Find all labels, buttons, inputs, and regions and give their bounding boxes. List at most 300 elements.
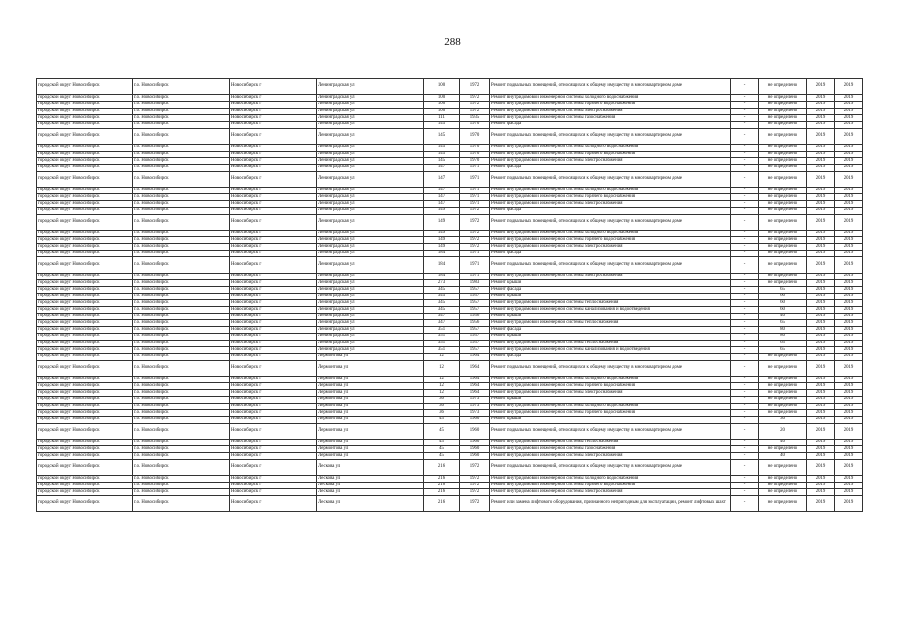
year-built-cell: 1970: [460, 158, 490, 165]
house-number-cell: 149: [424, 214, 460, 230]
settlement-type-cell: г.о. Новосибирск: [133, 347, 230, 354]
year-from-cell: 2019: [807, 194, 835, 201]
year-to-cell: 2019: [835, 273, 863, 280]
table-row: [37, 353, 863, 360]
district-cell: городской округ Новосибирск: [37, 201, 133, 208]
year-to-cell: 2019: [835, 396, 863, 403]
cost-cell: 65: [759, 340, 807, 347]
house-number-cell: 216: [424, 489, 460, 496]
year-built-cell: 1972: [460, 230, 490, 237]
year-built-cell: 1973: [460, 396, 490, 403]
street-cell: Лермонтова ул: [317, 453, 424, 460]
street-cell: Лескова ул: [317, 476, 424, 483]
year-built-cell: 1957: [460, 340, 490, 347]
street-cell: Лескова ул: [317, 489, 424, 496]
dash-cell: -: [731, 383, 759, 390]
year-to-cell: 2019: [835, 327, 863, 334]
settlement-type-cell: г.о. Новосибирск: [133, 164, 230, 171]
work-type-cell: Ремонт внутридомовой инженерной системы электроснабжения: [490, 158, 731, 165]
settlement-cell: Новосибирск г: [230, 496, 317, 512]
cost-cell: не определено: [759, 396, 807, 403]
work-type-cell: Ремонт фасада: [490, 164, 731, 171]
house-number-cell: 36: [424, 403, 460, 410]
year-from-cell: 2019: [807, 313, 835, 320]
year-to-cell: 2019: [835, 230, 863, 237]
year-to-cell: 2019: [835, 144, 863, 151]
house-number-cell: 100: [424, 79, 460, 95]
year-to-cell: 2019: [835, 416, 863, 423]
cost-cell: 40: [759, 313, 807, 320]
dash-cell: -: [731, 340, 759, 347]
year-from-cell: 2019: [807, 201, 835, 208]
cost-cell: не определено: [759, 459, 807, 475]
settlement-type-cell: г.о. Новосибирск: [133, 237, 230, 244]
year-to-cell: 2019: [835, 151, 863, 158]
year-built-cell: 1970: [460, 144, 490, 151]
table-row: [37, 115, 863, 122]
table-row: [37, 340, 863, 347]
street-cell: Ленинградская ул: [317, 214, 424, 230]
settlement-type-cell: г.о. Новосибирск: [133, 307, 230, 314]
year-from-cell: 2019: [807, 390, 835, 397]
year-built-cell: 1960: [460, 446, 490, 453]
settlement-cell: Новосибирск г: [230, 403, 317, 410]
work-type-cell: Ремонт внутридомовой инженерной системы холодного водоснабжения: [490, 230, 731, 237]
house-number-cell: 145: [424, 144, 460, 151]
dash-cell: -: [731, 403, 759, 410]
district-cell: городской округ Новосибирск: [37, 340, 133, 347]
year-from-cell: 2019: [807, 101, 835, 108]
district-cell: городской округ Новосибирск: [37, 439, 133, 446]
street-cell: Ленинградская ул: [317, 280, 424, 287]
work-type-cell: Ремонт внутридомовой инженерной системы электроснабжения: [490, 273, 731, 280]
year-built-cell: 1972: [460, 108, 490, 115]
house-number-cell: 351: [424, 327, 460, 334]
year-built-cell: 1971: [460, 194, 490, 201]
settlement-cell: Новосибирск г: [230, 79, 317, 95]
district-cell: городской округ Новосибирск: [37, 410, 133, 417]
house-number-cell: 147: [424, 171, 460, 187]
table-body: [37, 79, 863, 512]
work-type-cell: Ремонт внутридомовой инженерной системы теплоснабжения: [490, 340, 731, 347]
year-from-cell: 2019: [807, 320, 835, 327]
work-type-cell: Ремонт или замена лифтового оборудования, признанного непригодным для эксплуатации, ремонт лифтовых шахт: [490, 496, 731, 512]
dash-cell: -: [731, 327, 759, 334]
dash-cell: -: [731, 201, 759, 208]
year-to-cell: 2019: [835, 446, 863, 453]
table-row: [37, 214, 863, 230]
district-cell: городской округ Новосибирск: [37, 489, 133, 496]
cost-cell: не определено: [759, 187, 807, 194]
cost-cell: не определено: [759, 79, 807, 95]
cost-cell: не определено: [759, 446, 807, 453]
settlement-type-cell: г.о. Новосибирск: [133, 128, 230, 144]
work-type-cell: Ремонт фасада: [490, 121, 731, 128]
street-cell: Ленинградская ул: [317, 164, 424, 171]
year-built-cell: 1971: [460, 257, 490, 273]
year-built-cell: 1960: [460, 453, 490, 460]
district-cell: городской округ Новосибирск: [37, 327, 133, 334]
street-cell: Лескова ул: [317, 482, 424, 489]
settlement-type-cell: г.о. Новосибирск: [133, 390, 230, 397]
street-cell: Ленинградская ул: [317, 347, 424, 354]
table-row: [37, 439, 863, 446]
settlement-type-cell: г.о. Новосибирск: [133, 459, 230, 475]
cost-cell: не определено: [759, 214, 807, 230]
district-cell: городской округ Новосибирск: [37, 257, 133, 273]
house-number-cell: 147: [424, 201, 460, 208]
year-built-cell: 1957: [460, 287, 490, 294]
settlement-cell: Новосибирск г: [230, 171, 317, 187]
settlement-cell: Новосибирск г: [230, 416, 317, 423]
street-cell: Ленинградская ул: [317, 244, 424, 251]
dash-cell: -: [731, 194, 759, 201]
table-row: [37, 416, 863, 423]
dash-cell: -: [731, 439, 759, 446]
settlement-cell: Новосибирск г: [230, 383, 317, 390]
house-number-cell: 45: [424, 439, 460, 446]
year-from-cell: 2019: [807, 376, 835, 383]
year-from-cell: 2019: [807, 287, 835, 294]
street-cell: Лескова ул: [317, 496, 424, 512]
cost-cell: 65: [759, 287, 807, 294]
work-type-cell: Ремонт внутридомовой инженерной системы газоснабжения: [490, 446, 731, 453]
district-cell: городской округ Новосибирск: [37, 390, 133, 397]
year-from-cell: 2019: [807, 327, 835, 334]
dash-cell: -: [731, 390, 759, 397]
dash-cell: -: [731, 115, 759, 122]
table-row: [37, 383, 863, 390]
house-number-cell: 145: [424, 158, 460, 165]
year-from-cell: 2019: [807, 489, 835, 496]
year-to-cell: 2019: [835, 360, 863, 376]
district-cell: городской округ Новосибирск: [37, 237, 133, 244]
dash-cell: -: [731, 287, 759, 294]
year-from-cell: 2019: [807, 257, 835, 273]
table-row: [37, 300, 863, 307]
year-to-cell: 2019: [835, 237, 863, 244]
settlement-cell: Новосибирск г: [230, 327, 317, 334]
street-cell: Ленинградская ул: [317, 128, 424, 144]
district-cell: городской округ Новосибирск: [37, 273, 133, 280]
street-cell: Ленинградская ул: [317, 201, 424, 208]
year-from-cell: 2019: [807, 496, 835, 512]
settlement-cell: Новосибирск г: [230, 423, 317, 439]
cost-cell: не определено: [759, 476, 807, 483]
work-type-cell: Ремонт крыши: [490, 416, 731, 423]
dash-cell: -: [731, 353, 759, 360]
year-built-cell: 1960: [460, 423, 490, 439]
year-to-cell: 2019: [835, 439, 863, 446]
district-cell: городской округ Новосибирск: [37, 151, 133, 158]
year-built-cell: 1970: [460, 121, 490, 128]
settlement-cell: Новосибирск г: [230, 280, 317, 287]
settlement-cell: Новосибирск г: [230, 439, 317, 446]
table-row: [37, 207, 863, 214]
work-type-cell: Ремонт крыши: [490, 293, 731, 300]
house-number-cell: 149: [424, 244, 460, 251]
settlement-cell: Новосибирск г: [230, 347, 317, 354]
year-to-cell: 2019: [835, 201, 863, 208]
district-cell: городской округ Новосибирск: [37, 214, 133, 230]
settlement-type-cell: г.о. Новосибирск: [133, 396, 230, 403]
cost-cell: не определено: [759, 489, 807, 496]
dash-cell: -: [731, 410, 759, 417]
work-type-cell: Ремонт внутридомовой инженерной системы электроснабжения: [490, 390, 731, 397]
year-to-cell: 2019: [835, 376, 863, 383]
settlement-type-cell: г.о. Новосибирск: [133, 121, 230, 128]
year-built-cell: 1957: [460, 307, 490, 314]
table-row: [37, 489, 863, 496]
dash-cell: -: [731, 293, 759, 300]
work-type-cell: Ремонт крыши: [490, 313, 731, 320]
table-row: [37, 280, 863, 287]
settlement-type-cell: г.о. Новосибирск: [133, 101, 230, 108]
year-built-cell: 1971: [460, 187, 490, 194]
settlement-cell: Новосибирск г: [230, 250, 317, 257]
district-cell: городской округ Новосибирск: [37, 353, 133, 360]
work-type-cell: Ремонт внутридомовой инженерной системы горячего водоснабжения: [490, 194, 731, 201]
year-from-cell: 2019: [807, 300, 835, 307]
year-built-cell: 1956: [460, 320, 490, 327]
table-row: [37, 347, 863, 354]
district-cell: городской округ Новосибирск: [37, 108, 133, 115]
settlement-cell: Новосибирск г: [230, 108, 317, 115]
cost-cell: не определено: [759, 353, 807, 360]
work-type-cell: Ремонт крыши: [490, 280, 731, 287]
dash-cell: -: [731, 171, 759, 187]
cost-cell: не определено: [759, 151, 807, 158]
year-built-cell: 1972: [460, 237, 490, 244]
settlement-cell: Новосибирск г: [230, 489, 317, 496]
year-built-cell: 1972: [460, 101, 490, 108]
settlement-type-cell: г.о. Новосибирск: [133, 410, 230, 417]
work-type-cell: Ремонт фасада: [490, 287, 731, 294]
year-to-cell: 2019: [835, 101, 863, 108]
street-cell: Ленинградская ул: [317, 273, 424, 280]
table-row: [37, 128, 863, 144]
year-built-cell: 1970: [460, 128, 490, 144]
cost-cell: не определено: [759, 390, 807, 397]
district-cell: городской округ Новосибирск: [37, 320, 133, 327]
dash-cell: -: [731, 396, 759, 403]
year-from-cell: 2019: [807, 280, 835, 287]
settlement-cell: Новосибирск г: [230, 230, 317, 237]
year-built-cell: 1971: [460, 171, 490, 187]
table-row: [37, 313, 863, 320]
settlement-cell: Новосибирск г: [230, 390, 317, 397]
year-to-cell: 2019: [835, 207, 863, 214]
district-cell: городской округ Новосибирск: [37, 383, 133, 390]
table-row: [37, 95, 863, 102]
year-from-cell: 2019: [807, 244, 835, 251]
settlement-type-cell: г.о. Новосибирск: [133, 439, 230, 446]
year-to-cell: 2019: [835, 390, 863, 397]
year-to-cell: 2019: [835, 403, 863, 410]
cost-cell: 40: [759, 453, 807, 460]
settlement-cell: Новосибирск г: [230, 187, 317, 194]
settlement-type-cell: г.о. Новосибирск: [133, 293, 230, 300]
year-from-cell: 2019: [807, 410, 835, 417]
year-from-cell: 2019: [807, 459, 835, 475]
house-number-cell: 12: [424, 376, 460, 383]
table-row: [37, 446, 863, 453]
year-built-cell: 1964: [460, 376, 490, 383]
cost-cell: не определено: [759, 383, 807, 390]
house-number-cell: 100: [424, 95, 460, 102]
street-cell: Лермонтова ул: [317, 360, 424, 376]
work-type-cell: Ремонт крыши: [490, 333, 731, 340]
settlement-cell: Новосибирск г: [230, 360, 317, 376]
year-from-cell: 2019: [807, 115, 835, 122]
house-number-cell: 351: [424, 347, 460, 354]
year-to-cell: 2019: [835, 108, 863, 115]
year-from-cell: 2019: [807, 347, 835, 354]
year-built-cell: 1964: [460, 383, 490, 390]
dash-cell: -: [731, 79, 759, 95]
table-row: [37, 244, 863, 251]
settlement-cell: Новосибирск г: [230, 287, 317, 294]
year-built-cell: 1957: [460, 347, 490, 354]
year-built-cell: 1960: [460, 416, 490, 423]
dash-cell: -: [731, 121, 759, 128]
house-number-cell: 147: [424, 164, 460, 171]
year-from-cell: 2019: [807, 273, 835, 280]
table-row: [37, 194, 863, 201]
table-row: [37, 237, 863, 244]
table-row: [37, 171, 863, 187]
street-cell: Лермонтова ул: [317, 403, 424, 410]
street-cell: Ленинградская ул: [317, 194, 424, 201]
year-from-cell: 2019: [807, 403, 835, 410]
year-to-cell: 2019: [835, 453, 863, 460]
district-cell: городской округ Новосибирск: [37, 347, 133, 354]
house-number-cell: 345: [424, 287, 460, 294]
cost-cell: не определено: [759, 201, 807, 208]
work-type-cell: Ремонт внутридомовой инженерной системы холодного водоснабжения: [490, 95, 731, 102]
settlement-cell: Новосибирск г: [230, 320, 317, 327]
district-cell: городской округ Новосибирск: [37, 376, 133, 383]
district-cell: городской округ Новосибирск: [37, 164, 133, 171]
year-to-cell: 2019: [835, 244, 863, 251]
cost-cell: не определено: [759, 376, 807, 383]
year-from-cell: 2019: [807, 171, 835, 187]
dash-cell: -: [731, 347, 759, 354]
dash-cell: -: [731, 257, 759, 273]
table-row: [37, 101, 863, 108]
cost-cell: не определено: [759, 101, 807, 108]
cost-cell: 65: [759, 347, 807, 354]
year-built-cell: 1964: [460, 353, 490, 360]
cost-cell: 60: [759, 293, 807, 300]
year-to-cell: 2019: [835, 347, 863, 354]
repair-schedule-table-wrap: [36, 78, 862, 512]
year-built-cell: 1972: [460, 95, 490, 102]
district-cell: городской округ Новосибирск: [37, 496, 133, 512]
year-to-cell: 2019: [835, 164, 863, 171]
work-type-cell: Ремонт фасада: [490, 250, 731, 257]
cost-cell: не определено: [759, 250, 807, 257]
work-type-cell: Ремонт подвальных помещений, относящихся к общему имуществу в многоквартирном доме: [490, 257, 731, 273]
dash-cell: -: [731, 128, 759, 144]
settlement-cell: Новосибирск г: [230, 446, 317, 453]
cost-cell: не определено: [759, 95, 807, 102]
year-from-cell: 2019: [807, 416, 835, 423]
year-from-cell: 2019: [807, 453, 835, 460]
settlement-cell: Новосибирск г: [230, 333, 317, 340]
settlement-type-cell: г.о. Новосибирск: [133, 194, 230, 201]
year-to-cell: 2019: [835, 340, 863, 347]
table-row: [37, 151, 863, 158]
street-cell: Ленинградская ул: [317, 144, 424, 151]
district-cell: городской округ Новосибирск: [37, 287, 133, 294]
year-built-cell: 1983: [460, 280, 490, 287]
district-cell: городской округ Новосибирск: [37, 293, 133, 300]
settlement-cell: Новосибирск г: [230, 307, 317, 314]
year-from-cell: 2019: [807, 144, 835, 151]
settlement-cell: Новосибирск г: [230, 158, 317, 165]
street-cell: Ленинградская ул: [317, 237, 424, 244]
settlement-type-cell: г.о. Новосибирск: [133, 482, 230, 489]
work-type-cell: Ремонт подвальных помещений, относящихся к общему имуществу в многоквартирном доме: [490, 214, 731, 230]
settlement-cell: Новосибирск г: [230, 95, 317, 102]
settlement-cell: Новосибирск г: [230, 194, 317, 201]
street-cell: Лермонтова ул: [317, 376, 424, 383]
settlement-cell: Новосибирск г: [230, 410, 317, 417]
table-row: [37, 257, 863, 273]
street-cell: Лермонтова ул: [317, 423, 424, 439]
year-from-cell: 2019: [807, 121, 835, 128]
district-cell: городской округ Новосибирск: [37, 95, 133, 102]
year-built-cell: 1960: [460, 439, 490, 446]
house-number-cell: 216: [424, 482, 460, 489]
settlement-type-cell: г.о. Новосибирск: [133, 151, 230, 158]
district-cell: городской округ Новосибирск: [37, 158, 133, 165]
work-type-cell: Ремонт подвальных помещений, относящихся к общему имуществу в многоквартирном доме: [490, 459, 731, 475]
cost-cell: не определено: [759, 403, 807, 410]
district-cell: городской округ Новосибирск: [37, 300, 133, 307]
table-row: [37, 164, 863, 171]
dash-cell: -: [731, 307, 759, 314]
house-number-cell: 12: [424, 390, 460, 397]
district-cell: городской округ Новосибирск: [37, 416, 133, 423]
house-number-cell: 149: [424, 237, 460, 244]
settlement-cell: Новосибирск г: [230, 482, 317, 489]
street-cell: Ленинградская ул: [317, 171, 424, 187]
dash-cell: -: [731, 273, 759, 280]
year-from-cell: 2019: [807, 250, 835, 257]
street-cell: Лермонтова ул: [317, 410, 424, 417]
house-number-cell: 12: [424, 360, 460, 376]
dash-cell: -: [731, 476, 759, 483]
settlement-cell: Новосибирск г: [230, 273, 317, 280]
district-cell: городской округ Новосибирск: [37, 244, 133, 251]
table-row: [37, 250, 863, 257]
cost-cell: не определено: [759, 244, 807, 251]
house-number-cell: 216: [424, 476, 460, 483]
dash-cell: -: [731, 151, 759, 158]
house-number-cell: 273: [424, 280, 460, 287]
year-from-cell: 2019: [807, 151, 835, 158]
work-type-cell: Ремонт внутридомовой инженерной системы электроснабжения: [490, 108, 731, 115]
table-row: [37, 108, 863, 115]
district-cell: городской округ Новосибирск: [37, 446, 133, 453]
cost-cell: не определено: [759, 257, 807, 273]
cost-cell: не определено: [759, 158, 807, 165]
street-cell: Ленинградская ул: [317, 121, 424, 128]
street-cell: Ленинградская ул: [317, 108, 424, 115]
settlement-cell: Новосибирск г: [230, 101, 317, 108]
